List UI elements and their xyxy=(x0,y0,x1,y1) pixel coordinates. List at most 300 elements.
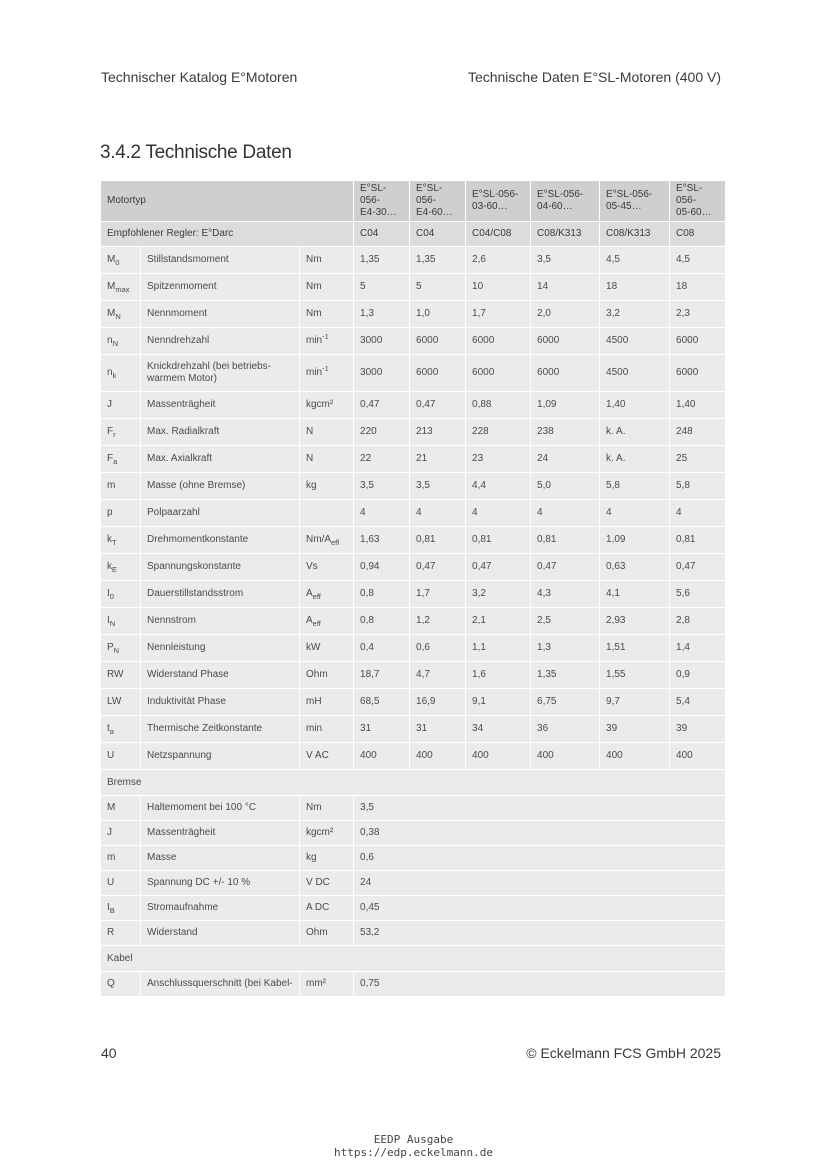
cell-value: 4,3 xyxy=(537,588,551,599)
cell-value: 0,47 xyxy=(360,399,380,410)
cell-value: 1,7 xyxy=(416,588,430,599)
value-cell xyxy=(600,473,670,500)
value-cell xyxy=(600,527,670,554)
copyright: © Eckelmann FCS GmbH 2025 xyxy=(526,1045,721,1061)
value-cell xyxy=(531,301,600,328)
header-right: Technische Daten E°SL-Motoren (400 V) xyxy=(467,69,721,85)
symbol-cell xyxy=(101,846,141,871)
symbol: RW xyxy=(107,669,124,680)
symbol: I xyxy=(107,588,110,599)
unit-cell xyxy=(300,716,354,743)
table-row xyxy=(101,581,726,608)
unit: Ohm xyxy=(306,927,328,938)
description-cell xyxy=(141,419,300,446)
cell-value: 4 xyxy=(472,507,478,518)
value-cell xyxy=(531,716,600,743)
value-cell xyxy=(466,689,531,716)
unit-superscript: -1 xyxy=(322,332,329,341)
cell-value: 1,3 xyxy=(360,308,374,319)
symbol: t xyxy=(107,723,110,734)
symbol-cell xyxy=(101,821,141,846)
cell-value: 1,09 xyxy=(537,399,557,410)
description: Anschlussquerschnitt (bei Kabel- xyxy=(147,978,293,989)
value-cell xyxy=(531,355,600,392)
unit-cell xyxy=(300,247,354,274)
symbol-cell xyxy=(101,662,141,689)
stamp-line-2: https://edp.eckelmann.de xyxy=(334,1146,493,1159)
controller-value: C08 xyxy=(676,228,695,239)
symbol-subscript: k xyxy=(112,371,117,380)
cell-value: 3,5 xyxy=(360,802,374,813)
description: Massenträgheit xyxy=(147,399,216,410)
cell-value: 1,40 xyxy=(676,399,696,410)
description-cell xyxy=(141,689,300,716)
symbol: LW xyxy=(107,696,122,707)
symbol-cell xyxy=(101,635,141,662)
cell-value: 4,5 xyxy=(606,254,620,265)
value-cell xyxy=(600,328,670,355)
model-name-line-1: E°SL-056- xyxy=(606,189,653,200)
controller-cell xyxy=(600,222,670,247)
value-cell xyxy=(600,743,670,770)
value-cell xyxy=(670,301,726,328)
cell-value: 0,47 xyxy=(416,399,436,410)
cell-value: 1,4 xyxy=(676,642,690,653)
symbol: M xyxy=(107,802,116,813)
model-header-cell xyxy=(531,181,600,222)
cable-section-label: Kabel xyxy=(107,952,133,964)
unit-cell xyxy=(300,500,354,527)
value-cell xyxy=(600,247,670,274)
unit: mm² xyxy=(306,978,326,989)
cell-value: 0,47 xyxy=(416,561,436,572)
description-cell xyxy=(141,328,300,355)
table-row xyxy=(101,500,726,527)
symbol: J xyxy=(107,399,112,410)
value-cell xyxy=(410,581,466,608)
description-cell xyxy=(141,392,300,419)
unit: kgcm² xyxy=(306,399,334,410)
table-row xyxy=(101,689,726,716)
unit-cell xyxy=(300,355,354,392)
description-cell xyxy=(141,662,300,689)
cell-value: 0,81 xyxy=(676,534,696,545)
cell-value: 6000 xyxy=(472,335,495,346)
unit-cell xyxy=(300,662,354,689)
cell-value: 0,94 xyxy=(360,561,380,572)
cell-value: 39 xyxy=(676,723,688,734)
symbol-cell xyxy=(101,921,141,946)
cell-value: 16,9 xyxy=(416,696,436,707)
value-cell xyxy=(354,896,726,921)
symbol-subscript: 0 xyxy=(115,258,120,267)
cell-value: 34 xyxy=(472,723,484,734)
cell-value: 6000 xyxy=(537,335,560,346)
description-cell xyxy=(141,796,300,821)
symbol: U xyxy=(107,750,115,761)
description-cell xyxy=(141,635,300,662)
value-cell xyxy=(410,419,466,446)
symbol-cell xyxy=(101,446,141,473)
symbol-cell xyxy=(101,419,141,446)
cell-value: 3,5 xyxy=(360,480,374,491)
edp-stamp xyxy=(0,1133,827,1159)
cell-value: 5,8 xyxy=(606,480,620,491)
table-body xyxy=(101,181,726,997)
cell-value: 4 xyxy=(360,507,366,518)
cell-value: 68,5 xyxy=(360,696,380,707)
controller-cell xyxy=(670,222,726,247)
header-left: Technischer Katalog E°Motoren xyxy=(101,69,298,85)
value-cell xyxy=(670,635,726,662)
table-row xyxy=(101,355,726,392)
cell-value: 0,81 xyxy=(416,534,436,545)
model-name-line-1: E°SL-056- xyxy=(360,183,387,206)
cell-value: 2,5 xyxy=(537,615,551,626)
table-row xyxy=(101,274,726,301)
cell-value: 4 xyxy=(416,507,422,518)
description-cell xyxy=(141,846,300,871)
unit-cell xyxy=(300,446,354,473)
unit: A xyxy=(306,615,313,626)
unit-cell xyxy=(300,972,354,997)
unit-subscript: eff xyxy=(312,619,321,628)
cell-value: 31 xyxy=(360,723,372,734)
value-cell xyxy=(354,247,410,274)
cell-value: 1,40 xyxy=(606,399,626,410)
model-header-cell xyxy=(410,181,466,222)
description-cell xyxy=(141,247,300,274)
model-name-line-1: E°SL-056- xyxy=(676,183,703,206)
value-cell xyxy=(410,355,466,392)
description: Max. Radialkraft xyxy=(147,426,220,437)
unit: Vs xyxy=(306,561,318,572)
cell-value: 0,6 xyxy=(360,852,374,863)
value-cell xyxy=(670,527,726,554)
unit: A DC xyxy=(306,902,330,913)
cell-value: 3,2 xyxy=(472,588,486,599)
symbol-cell xyxy=(101,743,141,770)
cell-value: 6000 xyxy=(676,335,699,346)
cell-value: 6000 xyxy=(416,367,439,378)
cell-value: 5 xyxy=(360,281,366,292)
symbol-cell xyxy=(101,328,141,355)
cell-value: 21 xyxy=(416,453,428,464)
description-cell xyxy=(141,554,300,581)
value-cell xyxy=(410,247,466,274)
table-row xyxy=(101,419,726,446)
description-cell xyxy=(141,500,300,527)
unit-cell xyxy=(300,821,354,846)
value-cell xyxy=(410,716,466,743)
symbol-cell xyxy=(101,896,141,921)
cell-value: 0,4 xyxy=(360,642,374,653)
table-row xyxy=(101,301,726,328)
cell-value: 31 xyxy=(416,723,428,734)
model-header-cell xyxy=(466,181,531,222)
unit-cell xyxy=(300,274,354,301)
unit-cell xyxy=(300,554,354,581)
description: Polpaarzahl xyxy=(147,507,200,518)
cell-value: 1,09 xyxy=(606,534,626,545)
description: Nennleistung xyxy=(147,642,206,653)
symbol: U xyxy=(107,877,115,888)
value-cell xyxy=(531,662,600,689)
cell-value: 0,45 xyxy=(360,902,380,913)
model-name-line-1: E°SL-056- xyxy=(537,189,584,200)
value-cell xyxy=(410,446,466,473)
table-row xyxy=(101,716,726,743)
value-cell xyxy=(410,301,466,328)
value-cell xyxy=(466,608,531,635)
unit: V AC xyxy=(306,750,329,761)
table-row xyxy=(101,871,726,896)
model-name-line-2: E4-60… xyxy=(416,207,453,218)
cell-value: 2,3 xyxy=(676,308,690,319)
description-cell xyxy=(141,581,300,608)
cell-value: 24 xyxy=(360,877,372,888)
cell-value: 6000 xyxy=(416,335,439,346)
unit-cell xyxy=(300,896,354,921)
value-cell xyxy=(670,446,726,473)
cell-value: 400 xyxy=(606,750,623,761)
table-row xyxy=(101,635,726,662)
symbol-subscript: max xyxy=(115,285,130,294)
unit: min xyxy=(306,723,323,734)
description: Nennstrom xyxy=(147,615,196,626)
cell-value: 400 xyxy=(472,750,489,761)
cell-value: 1,55 xyxy=(606,669,626,680)
value-cell xyxy=(600,500,670,527)
controller-label: Empfohlener Regler: E°Darc xyxy=(107,228,234,239)
section-title: 3.4.2 Technische Daten xyxy=(100,142,292,163)
cell-value: 0,47 xyxy=(676,561,696,572)
controller-value: C08/K313 xyxy=(537,228,582,239)
controller-value: C08/K313 xyxy=(606,228,651,239)
table-row xyxy=(101,247,726,274)
controller-label-cell xyxy=(101,222,354,247)
cell-value: 4500 xyxy=(606,367,629,378)
symbol: J xyxy=(107,827,112,838)
cell-value: 1,2 xyxy=(416,615,430,626)
value-cell xyxy=(466,247,531,274)
value-cell xyxy=(410,328,466,355)
value-cell xyxy=(354,527,410,554)
symbol: Q xyxy=(107,978,115,989)
cell-value: 5,6 xyxy=(676,588,690,599)
controller-cell xyxy=(410,222,466,247)
unit-cell xyxy=(300,921,354,946)
description: Netzspannung xyxy=(147,750,212,761)
symbol-subscript: N xyxy=(109,619,116,628)
unit-cell xyxy=(300,635,354,662)
value-cell xyxy=(670,392,726,419)
value-cell xyxy=(466,527,531,554)
value-cell xyxy=(410,608,466,635)
cell-value: 5,8 xyxy=(676,480,690,491)
value-cell xyxy=(600,689,670,716)
unit-cell xyxy=(300,301,354,328)
value-cell xyxy=(354,743,410,770)
cell-value: 39 xyxy=(606,723,618,734)
cell-value: 3000 xyxy=(360,367,383,378)
symbol-cell xyxy=(101,355,141,392)
cable-section xyxy=(101,946,726,972)
unit-cell xyxy=(300,581,354,608)
value-cell xyxy=(410,635,466,662)
cell-value: 1,3 xyxy=(537,642,551,653)
value-cell xyxy=(531,419,600,446)
cell-value: 1,51 xyxy=(606,642,626,653)
symbol-cell xyxy=(101,392,141,419)
description-cell xyxy=(141,896,300,921)
cell-value: 4 xyxy=(676,507,682,518)
cell-value: 2,1 xyxy=(472,615,486,626)
value-cell xyxy=(670,247,726,274)
value-cell xyxy=(466,743,531,770)
unit: kg xyxy=(306,852,317,863)
cell-value: 14 xyxy=(537,281,549,292)
value-cell xyxy=(354,846,726,871)
description: Induktivität Phase xyxy=(147,696,226,707)
cell-value: 1,7 xyxy=(472,308,486,319)
cell-value: 22 xyxy=(360,453,372,464)
cell-value: 220 xyxy=(360,426,377,437)
value-cell xyxy=(354,796,726,821)
cell-value: 0,81 xyxy=(537,534,557,545)
stamp-line-1: EEDP Ausgabe xyxy=(373,1133,454,1146)
cell-value: 1,1 xyxy=(472,642,486,653)
symbol: R xyxy=(107,927,115,938)
symbol: k xyxy=(107,534,112,545)
controller-cell xyxy=(531,222,600,247)
value-cell xyxy=(410,689,466,716)
unit: min xyxy=(306,367,323,378)
value-cell xyxy=(410,392,466,419)
cell-value: 228 xyxy=(472,426,489,437)
value-cell xyxy=(600,662,670,689)
cell-value: 25 xyxy=(676,453,688,464)
unit: Nm xyxy=(306,254,322,265)
description: Max. Axialkraft xyxy=(147,453,213,464)
description-cell xyxy=(141,921,300,946)
value-cell xyxy=(531,446,600,473)
description-cell xyxy=(141,446,300,473)
unit-cell xyxy=(300,796,354,821)
value-cell xyxy=(600,608,670,635)
value-cell xyxy=(531,635,600,662)
value-cell xyxy=(354,921,726,946)
cell-value: 0,6 xyxy=(416,642,430,653)
unit: kW xyxy=(306,642,321,653)
cell-value: 2,0 xyxy=(537,308,551,319)
description: Drehmomentkonstante xyxy=(147,534,249,545)
description: Spitzenmoment xyxy=(147,281,217,292)
value-cell xyxy=(466,328,531,355)
cell-value: 4500 xyxy=(606,335,629,346)
cell-value: 1,0 xyxy=(416,308,430,319)
symbol-cell xyxy=(101,972,141,997)
unit: Nm/A xyxy=(306,534,331,545)
cell-value: 6000 xyxy=(537,367,560,378)
value-cell xyxy=(531,392,600,419)
symbol-cell xyxy=(101,500,141,527)
cell-value: 18,7 xyxy=(360,669,380,680)
value-cell xyxy=(600,419,670,446)
symbol: F xyxy=(107,453,114,464)
cell-value: 0,63 xyxy=(606,561,626,572)
cell-value: 4,1 xyxy=(606,588,620,599)
symbol-cell xyxy=(101,527,141,554)
model-name-line-2: 05-45… xyxy=(606,201,642,212)
unit: Nm xyxy=(306,802,322,813)
table-row xyxy=(101,662,726,689)
description-cell xyxy=(141,527,300,554)
value-cell xyxy=(531,473,600,500)
value-cell xyxy=(410,743,466,770)
cell-value: 9,1 xyxy=(472,696,486,707)
cell-value: 10 xyxy=(472,281,484,292)
symbol-cell xyxy=(101,301,141,328)
cell-value: 0,75 xyxy=(360,978,380,989)
model-name-line-2: 05-60… xyxy=(676,207,712,218)
value-cell xyxy=(466,662,531,689)
page-number: 40 xyxy=(101,1045,117,1061)
cell-value: 4,7 xyxy=(416,669,430,680)
value-cell xyxy=(600,581,670,608)
value-cell xyxy=(531,581,600,608)
cell-value: 238 xyxy=(537,426,554,437)
value-cell xyxy=(354,301,410,328)
value-cell xyxy=(410,473,466,500)
cell-value: 248 xyxy=(676,426,693,437)
symbol-cell xyxy=(101,554,141,581)
cell-value: 0,8 xyxy=(360,615,374,626)
cell-value: 3,5 xyxy=(416,480,430,491)
symbol-subscript: T xyxy=(112,538,117,547)
unit-superscript: -1 xyxy=(322,364,329,373)
model-header-cell xyxy=(670,181,726,222)
cell-value: 3,2 xyxy=(606,308,620,319)
symbol: k xyxy=(107,561,112,572)
model-name-line-1: E°SL-056- xyxy=(416,183,443,206)
brake-section-label: Bremse xyxy=(107,776,142,788)
cell-value: 53,2 xyxy=(360,927,380,938)
table-row xyxy=(101,846,726,871)
description-cell xyxy=(141,355,300,392)
symbol-cell xyxy=(101,796,141,821)
description-cell xyxy=(141,716,300,743)
value-cell xyxy=(354,500,410,527)
value-cell xyxy=(531,247,600,274)
cell-value: 0,9 xyxy=(676,669,690,680)
symbol-subscript: r xyxy=(113,430,116,439)
symbol: n xyxy=(107,335,113,346)
symbol-cell xyxy=(101,247,141,274)
description-cell xyxy=(141,821,300,846)
unit: N xyxy=(306,426,314,437)
description-cell xyxy=(141,274,300,301)
symbol: I xyxy=(107,902,110,913)
value-cell xyxy=(354,446,410,473)
cell-value: 23 xyxy=(472,453,484,464)
cell-value: 400 xyxy=(537,750,554,761)
unit-cell xyxy=(300,473,354,500)
description-cell xyxy=(141,743,300,770)
cell-value: 6000 xyxy=(472,367,495,378)
symbol-cell xyxy=(101,871,141,896)
unit: Ohm xyxy=(306,669,328,680)
